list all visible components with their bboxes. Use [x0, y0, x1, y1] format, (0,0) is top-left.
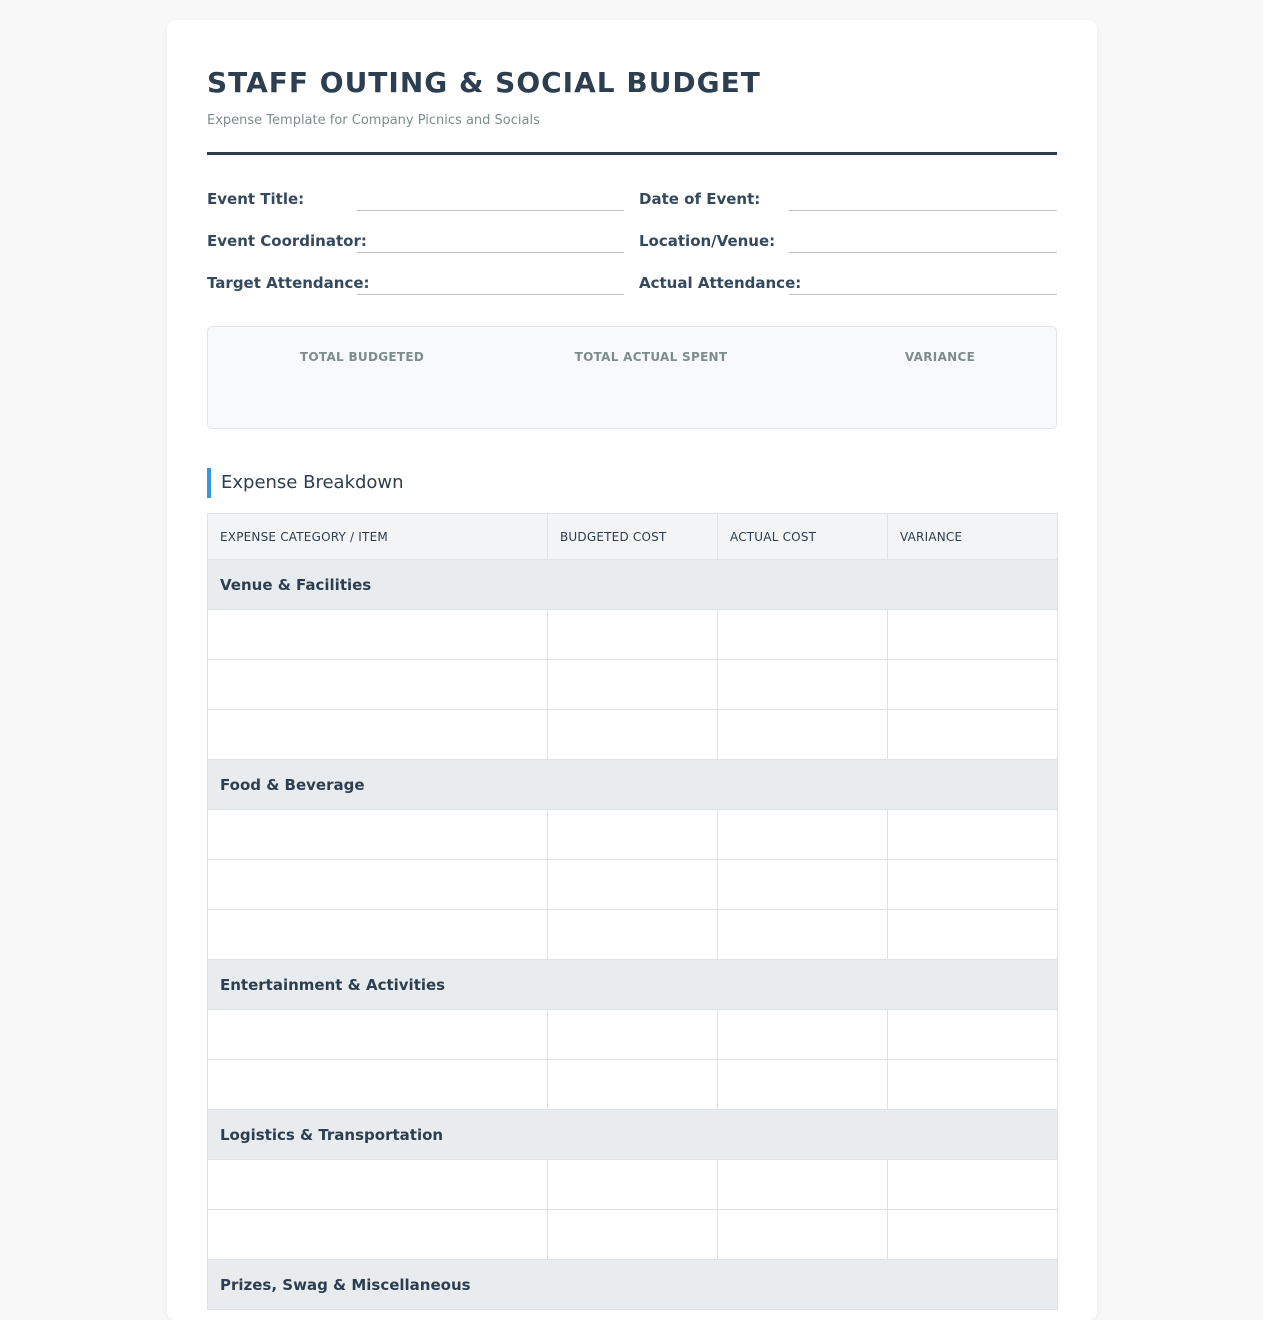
budgeted-cost-cell[interactable] [548, 810, 718, 860]
item-cell[interactable] [208, 660, 548, 710]
event-coordinator-field[interactable] [357, 252, 624, 253]
item-cell[interactable] [208, 1210, 548, 1260]
column-header-category: EXPENSE CATEGORY / ITEM [208, 514, 548, 560]
item-cell[interactable] [208, 860, 548, 910]
variance-cell[interactable] [888, 1010, 1058, 1060]
table-row [208, 1010, 1058, 1060]
expense-table [207, 513, 1058, 1310]
actual-attendance-field[interactable] [789, 294, 1057, 295]
variance-cell[interactable] [888, 1060, 1058, 1110]
expense-breakdown-heading: Expense Breakdown [207, 468, 404, 498]
category-label: Prizes, Swag & Miscellaneous [208, 1260, 1058, 1310]
budget-sheet [167, 20, 1097, 1320]
event-title-label: Event Title: [207, 190, 305, 208]
table-row [208, 1210, 1058, 1260]
actual-attendance-label: Actual Attendance: [639, 274, 802, 292]
variance-cell[interactable] [888, 710, 1058, 760]
budgeted-cost-cell[interactable] [548, 660, 718, 710]
target-attendance-label: Target Attendance: [207, 274, 370, 292]
budgeted-cost-cell[interactable] [548, 1210, 718, 1260]
actual-cost-cell[interactable] [718, 660, 888, 710]
item-cell[interactable] [208, 810, 548, 860]
actual-cost-cell[interactable] [718, 910, 888, 960]
budget-summary [207, 326, 1057, 429]
item-cell[interactable] [208, 710, 548, 760]
item-cell[interactable] [208, 1160, 548, 1210]
category-row-logistics [208, 1110, 1058, 1160]
target-attendance-field[interactable] [357, 294, 624, 295]
variance-cell[interactable] [888, 810, 1058, 860]
date-of-event-field[interactable] [789, 210, 1057, 211]
category-label: Logistics & Transportation [208, 1110, 1058, 1160]
table-row [208, 1160, 1058, 1210]
actual-cost-cell[interactable] [718, 710, 888, 760]
budgeted-cost-cell[interactable] [548, 910, 718, 960]
column-header-variance: VARIANCE [888, 514, 1058, 560]
actual-cost-cell[interactable] [718, 610, 888, 660]
item-cell[interactable] [208, 910, 548, 960]
item-cell[interactable] [208, 1010, 548, 1060]
page-title: STAFF OUTING & SOCIAL BUDGET [207, 66, 761, 99]
actual-cost-cell[interactable] [718, 810, 888, 860]
budgeted-cost-cell[interactable] [548, 1060, 718, 1110]
column-header-actual-cost: ACTUAL COST [718, 514, 888, 560]
variance-cell[interactable] [888, 1210, 1058, 1260]
date-of-event-label: Date of Event: [639, 190, 761, 208]
category-label: Entertainment & Activities [208, 960, 1058, 1010]
table-row [208, 810, 1058, 860]
total-actual-spent-label: TOTAL ACTUAL SPENT [574, 350, 728, 364]
category-row-entertainment [208, 960, 1058, 1010]
table-row [208, 910, 1058, 960]
table-row [208, 610, 1058, 660]
variance-cell[interactable] [888, 610, 1058, 660]
item-cell[interactable] [208, 1060, 548, 1110]
table-row [208, 1060, 1058, 1110]
actual-cost-cell[interactable] [718, 860, 888, 910]
location-venue-field[interactable] [789, 252, 1057, 253]
item-cell[interactable] [208, 610, 548, 660]
table-header-row [208, 514, 1058, 560]
event-coordinator-label: Event Coordinator: [207, 232, 367, 250]
actual-cost-cell[interactable] [718, 1010, 888, 1060]
event-title-field[interactable] [357, 210, 624, 211]
column-header-budgeted-cost: BUDGETED COST [548, 514, 718, 560]
variance-cell[interactable] [888, 1160, 1058, 1210]
budgeted-cost-cell[interactable] [548, 860, 718, 910]
table-row [208, 660, 1058, 710]
budgeted-cost-cell[interactable] [548, 1160, 718, 1210]
category-row-venue [208, 560, 1058, 610]
category-row-food [208, 760, 1058, 810]
table-row [208, 710, 1058, 760]
category-label: Venue & Facilities [208, 560, 1058, 610]
table-row [208, 860, 1058, 910]
category-row-prizes [208, 1260, 1058, 1310]
budgeted-cost-cell[interactable] [548, 610, 718, 660]
variance-cell[interactable] [888, 660, 1058, 710]
variance-cell[interactable] [888, 910, 1058, 960]
actual-cost-cell[interactable] [718, 1060, 888, 1110]
header-divider [207, 152, 1057, 155]
actual-cost-cell[interactable] [718, 1210, 888, 1260]
budgeted-cost-cell[interactable] [548, 710, 718, 760]
variance-summary-label: VARIANCE [904, 350, 976, 364]
category-label: Food & Beverage [208, 760, 1058, 810]
budgeted-cost-cell[interactable] [548, 1010, 718, 1060]
page-subtitle: Expense Template for Company Picnics and Socials [207, 113, 540, 128]
total-budgeted-label: TOTAL BUDGETED [299, 350, 425, 364]
variance-cell[interactable] [888, 860, 1058, 910]
location-venue-label: Location/Venue: [639, 232, 776, 250]
actual-cost-cell[interactable] [718, 1160, 888, 1210]
